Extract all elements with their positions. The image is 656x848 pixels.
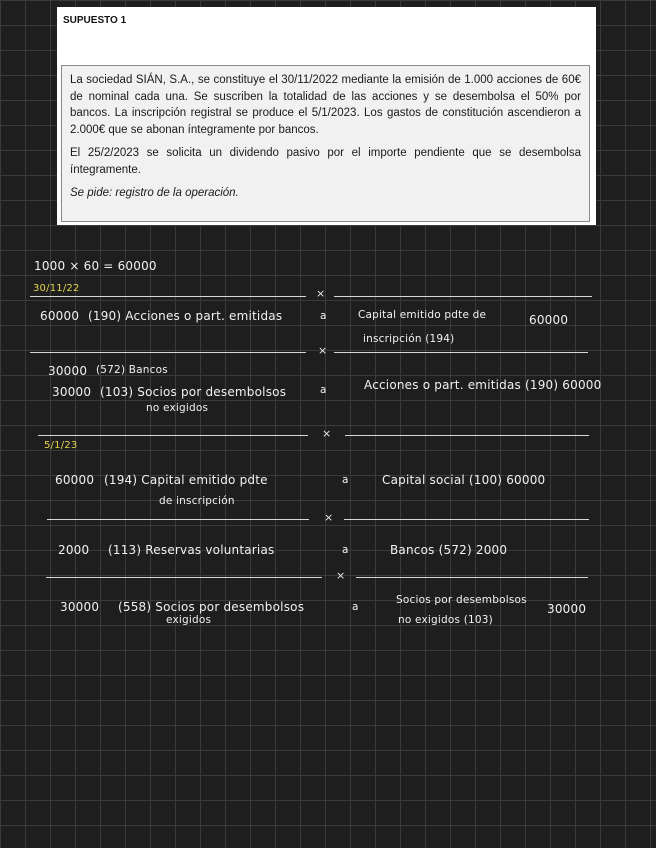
entry3-debit-account: (194) Capital emitido pdte: [104, 473, 268, 487]
entry3-debit-account-cont: de inscripción: [159, 495, 235, 507]
journal-separator: [345, 435, 589, 436]
separator-x-mark: ×: [336, 569, 346, 582]
exercise-statement: [57, 7, 596, 225]
separator-x-mark: ×: [318, 344, 328, 357]
journal-separator: [356, 577, 588, 578]
entry1-credit-line2: inscripción (194): [363, 333, 455, 345]
calculation-note: 1000 × 60 = 60000: [34, 259, 157, 273]
entry1-amount: 60000: [40, 309, 80, 323]
separator-x-mark: ×: [316, 287, 326, 300]
entry5-credit-line2: no exigidos (103): [398, 614, 493, 626]
entry5-credit-line1: Socios por desembolsos: [396, 594, 527, 606]
entry2-line2-account: (103) Socios por desembolsos: [100, 385, 287, 399]
journal-separator: [30, 352, 306, 353]
journal-separator: [38, 435, 308, 436]
entry2-credit: Acciones o part. emitidas (190) 60000: [364, 378, 602, 392]
entry3-credit: Capital social (100) 60000: [382, 473, 546, 487]
entry2-line2-amount: 30000: [52, 385, 92, 399]
entry5-debit-account: (558) Socios por desembolsos: [118, 600, 305, 614]
journal-separator: [47, 519, 309, 520]
exercise-text-box: [61, 65, 590, 222]
entry5-credit-amount: 30000: [547, 602, 587, 616]
journal-separator: [334, 352, 588, 353]
entry4-amount: 2000: [58, 543, 90, 557]
entry1-a: a: [320, 310, 327, 322]
statement-paragraph-1: La sociedad SIÁN, S.A., se constituye el 30/11/2022 mediante la emisión de 1.000 acciones de 60€ de nominal cada una. Se suscriben la totalidad de las acciones y se desembolsa el 50% por bancos. La inscripción registral se produce el 5/1/2023. Los gastos de constitución ascendieron a 2.000€ que se abonan íntegramente por bancos.: [70, 74, 581, 136]
entry5-a: a: [352, 601, 359, 613]
entry2-line1-account: (572) Bancos: [96, 364, 168, 376]
entry1-credit-amount: 60000: [529, 313, 569, 327]
entry3-a: a: [342, 474, 349, 486]
task-instruction: Se pide: registro de la operación.: [70, 187, 239, 199]
entry1-credit-line1: Capital emitido pdte de: [358, 309, 487, 321]
entry3-amount: 60000: [55, 473, 95, 487]
entry4-a: a: [342, 544, 349, 556]
statement-paragraph-2: El 25/2/2023 se solicita un dividendo pasivo por el importe pendiente que se desembolsa íntegramente.: [70, 147, 581, 176]
entry1-debit-account: (190) Acciones o part. emitidas: [88, 309, 283, 323]
entry4-debit-account: (113) Reservas voluntarias: [108, 543, 275, 557]
separator-x-mark: ×: [324, 511, 334, 524]
entry5-debit-account-cont: exigidos: [166, 614, 212, 626]
entry2-line1-amount: 30000: [48, 364, 88, 378]
journal-separator: [46, 577, 322, 578]
entry5-amount: 30000: [60, 600, 100, 614]
separator-x-mark: ×: [322, 427, 332, 440]
entry2-a: a: [320, 384, 327, 396]
date-30-11-22: 30/11/22: [33, 283, 80, 294]
journal-separator: [344, 519, 589, 520]
date-5-1-23: 5/1/23: [44, 440, 78, 451]
journal-separator: [334, 296, 592, 297]
entry4-credit: Bancos (572) 2000: [390, 543, 508, 557]
entry2-line2-account-cont: no exigidos: [146, 402, 209, 414]
journal-separator: [30, 296, 306, 297]
exercise-title: SUPUESTO 1: [63, 15, 127, 26]
